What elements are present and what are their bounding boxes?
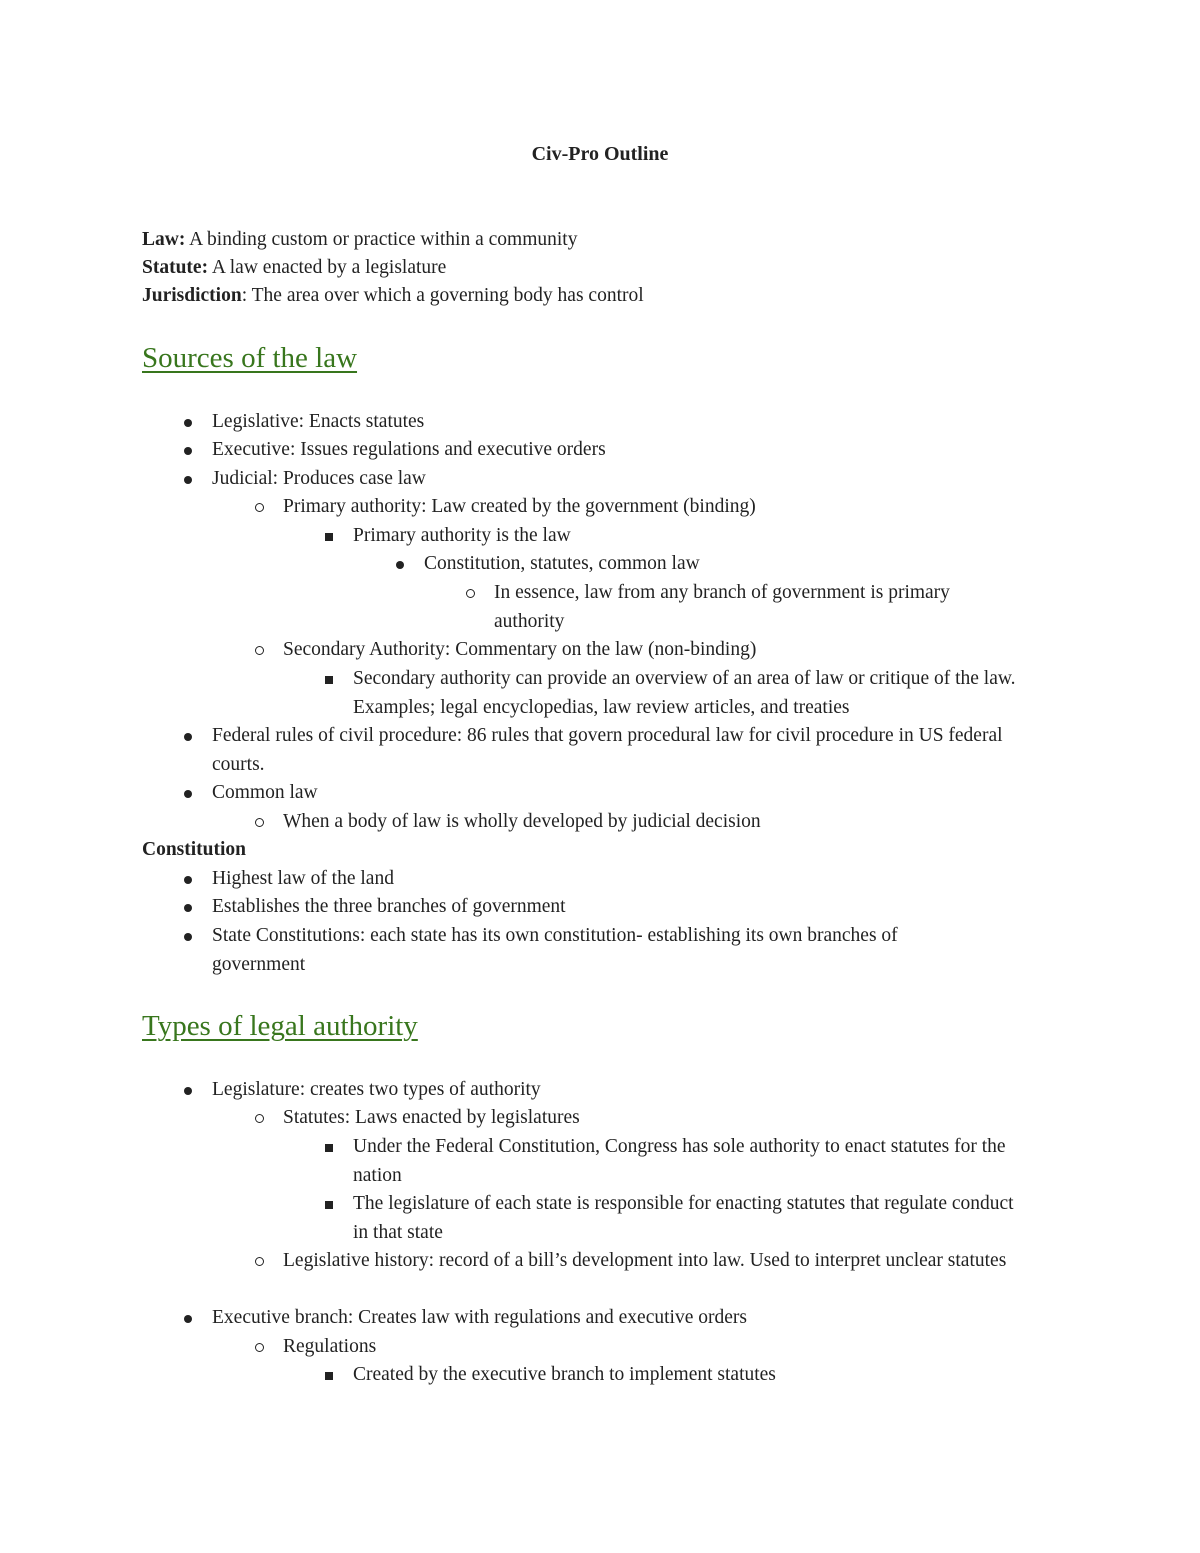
bullet-dot-icon <box>176 922 200 951</box>
bullet-dot-icon <box>176 865 200 894</box>
bullet-dot-icon <box>176 1304 200 1333</box>
list-item: Highest law of the land <box>212 865 1042 894</box>
definition-law <box>142 226 577 255</box>
list-item: Primary authority is the law <box>353 522 1053 551</box>
list-item: Statutes: Laws enacted by legislatures <box>283 1104 1043 1133</box>
section-heading-sources: Sources of the law <box>142 342 358 374</box>
bullet-dot-icon <box>176 465 200 494</box>
list-item: Legislative history: record of a bill’s development into law. Used to interpret unclear statutes <box>283 1247 1023 1276</box>
bullet-dot-icon <box>176 408 200 437</box>
bullet-square-icon <box>317 665 341 694</box>
document-title: Civ-Pro Outline <box>531 143 669 165</box>
bullet-circle-icon <box>247 493 271 522</box>
bullet-dot-icon <box>176 436 200 465</box>
definition-jurisdiction <box>142 282 644 311</box>
bullet-dot-icon <box>388 550 412 579</box>
list-item: Federal rules of civil procedure: 86 rules that govern procedural law for civil procedure in US federal courts. <box>212 722 1032 779</box>
definition-term: Law: <box>142 229 186 250</box>
bullet-dot-icon <box>176 893 200 922</box>
bullet-circle-icon <box>247 808 271 837</box>
definition-text: : The area over which a governing body has control <box>241 285 644 306</box>
list-item: Created by the executive branch to implement statutes <box>353 1361 1053 1390</box>
list-item: State Constitutions: each state has its own constitution- establishing its own branches of government <box>212 922 992 979</box>
list-item: In essence, law from any branch of government is primary authority <box>494 579 1014 636</box>
bullet-circle-icon <box>247 1247 271 1276</box>
definition-text: A binding custom or practice within a community <box>185 229 578 250</box>
bullet-dot-icon <box>176 722 200 751</box>
bullet-square-icon <box>317 522 341 551</box>
constitution-label: Constitution <box>142 839 247 860</box>
list-item: Secondary authority can provide an overview of an area of law or critique of the law. Examples; legal encyclopedias, law review articles, and treaties <box>353 665 1053 722</box>
bullet-square-icon <box>317 1361 341 1390</box>
list-item: Executive branch: Creates law with regulations and executive orders <box>212 1304 1042 1333</box>
list-item: Under the Federal Constitution, Congress has sole authority to enact statutes for the nation <box>353 1133 1053 1190</box>
list-item: Constitution, statutes, common law <box>424 550 1044 579</box>
bullet-circle-icon <box>458 579 482 608</box>
definition-text: A law enacted by a legislature <box>208 257 447 278</box>
bullet-dot-icon <box>176 1076 200 1105</box>
bullet-square-icon <box>317 1190 341 1219</box>
definition-term: Statute: <box>142 257 209 278</box>
list-item: Regulations <box>283 1333 1043 1362</box>
bullet-circle-icon <box>247 636 271 665</box>
list-item: Secondary Authority: Commentary on the law (non-binding) <box>283 636 1043 665</box>
section-heading-authority: Types of legal authority <box>142 1010 418 1042</box>
list-item: Establishes the three branches of government <box>212 893 1042 922</box>
list-item: When a body of law is wholly developed by judicial decision <box>283 808 1043 837</box>
list-item: Judicial: Produces case law <box>212 465 1042 494</box>
bullet-dot-icon <box>176 779 200 808</box>
definition-term: Jurisdiction <box>142 285 242 306</box>
list-item: Legislature: creates two types of authority <box>212 1076 1042 1105</box>
definition-statute <box>142 254 446 283</box>
list-item: Primary authority: Law created by the government (binding) <box>283 493 1043 522</box>
list-item: Executive: Issues regulations and executive orders <box>212 436 1042 465</box>
list-item: The legislature of each state is responsible for enacting statutes that regulate conduct in that state <box>353 1190 1033 1247</box>
list-item: Legislative: Enacts statutes <box>212 408 1042 437</box>
bullet-circle-icon <box>247 1104 271 1133</box>
bullet-square-icon <box>317 1133 341 1162</box>
list-item: Common law <box>212 779 1042 808</box>
bullet-circle-icon <box>247 1333 271 1362</box>
